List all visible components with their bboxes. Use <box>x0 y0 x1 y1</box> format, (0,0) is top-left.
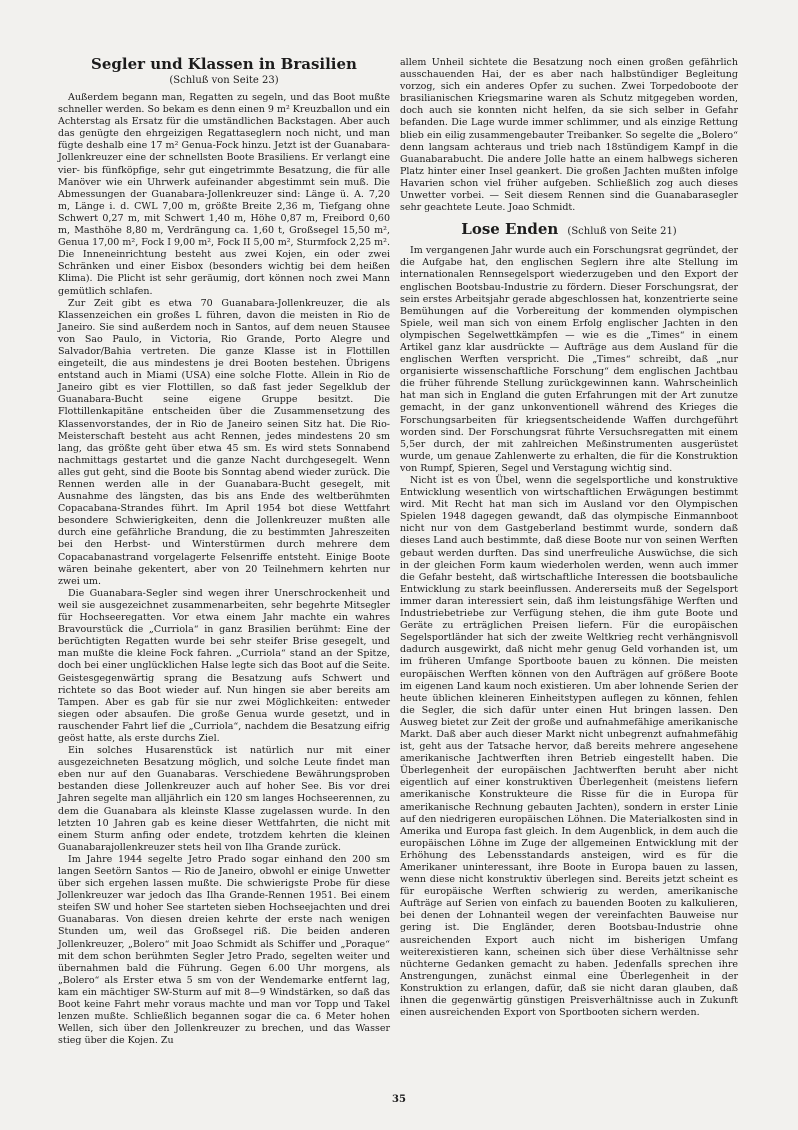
paragraph: Die Guanabara-Segler sind wegen ihrer Unerschrockenheit und weil sie ausgezeichnet zusammenarbeiten, sehr begehrte Mitsegler für Hochseeregatten. Vor etwa einem Jahr machte ein wahres Bravourstück die „Curriola“ in ganz Brasilien berühmt: Eine der berüchtigten Regatten wurde bei sehr steifer Brise gesegelt, und man mußte die kleine Fock fahren. „Curriola“ stand an der Spitze, doch bei einer unglücklichen Halse legte sich das Boot auf die Seite. Geistesgegenwärtig sprang die Besatzung aufs Schwert und richtete so das Boot wieder auf. Nun hingen sie aber bereits am Tampen. Aber es gab für sie nur zwei Möglichkeiten: entweder siegen oder absaufen. Die große Genua wurde gesetzt, und in rauschender Fahrt lief die „Curriola“, nachdem die Besatzung eifrig geöst hatte, als erste durchs Ziel. <box>58 587 390 744</box>
right-column <box>400 57 738 1019</box>
section-title: Lose Enden <box>461 220 559 239</box>
left-column <box>58 55 390 1047</box>
page-number: 35 <box>392 1094 406 1105</box>
paragraph-continued: allem Unheil sichtete die Besatzung noch einen großen gefährlich ausschauenden Hai, der es aber nach halbstündiger Begleitung vorzog, sich ein anderes Opfer zu suchen. Zwei Torpedoboote der brasilianischen Kriegsmarine waren als Schutz mitgegeben worden, doch auch sie konnten nicht helfen, da sie sich selber in Gefahr befanden. Die Lage wurde immer schlimmer, und als einzige Rettung blieb ein eilig zusammengebauter Treibanker. So segelte die „Bolero“ denn langsam achteraus und trieb nach 18stündigem Kampf in die Guanabarabucht. Die andere Jolle hatte an einem halbwegs sicheren Platz hinter einer Insel geankert. Die großen Jachten mußten infolge Havarien schon viel früher aufgeben. Schließlich zog auch dieses Unwetter vorbei. — Seit diesem Rennen sind die Guanabarasegler sehr geachtete Leute. Joao Schmidt. <box>400 57 738 214</box>
article-subtitle: (Schluß von Seite 23) <box>169 75 279 86</box>
paragraph: Im vergangenen Jahr wurde auch ein Forschungsrat gegründet, der die Aufgabe hat, den englischen Seglern ihre alte Stellung im internationalen Rennsegelsport wiederzugeben und den Export der englischen Bootsbau-Industrie zu fördern. Dieser Forschungsrat, der sein erstes Arbeitsjahr gerade abgeschlossen hat, konzentrierte seine Bemühungen auf die Vorbereitung der kommenden olympischen Spiele, weil man sich von einem Erfolg englischer Jachten in den olympischen Segelwettkämpfen — wie es die „Times“ in einem Artikel ganz klar ausdrückte — Aufträge aus dem Ausland für die englischen Werften verspricht. Die „Times“ schreibt, daß „nur organisierte wissenschaftliche Forschung“ dem englischen Jachtbau die früher führende Stellung zurückgewinnen kann. Wahrscheinlich hat man sich in England die guten Erfahrungen mit der Art zunutze gemacht, in der ganz unkonventionell während des Krieges die Forschungsarbeiten für kriegsentscheidende Waffen durchgeführt worden sind. Der Forschungsrat führte Versuchsregatten mit einem 5,5er durch, der mit zahlreichen Meßinstrumenten ausgerüstet wurde, um genaue Zahlenwerte zu erhalten, die für die Konstruktion von Rumpf, Spieren, Segel und Verstagung wichtig sind. <box>400 245 738 474</box>
section-heading <box>400 220 738 241</box>
paragraph: Ein solches Husarenstück ist natürlich nur mit einer ausgezeichneten Besatzung möglich, und solche Leute findet man eben nur auf den Guanabaras. Verschiedene Bewährungsproben bestanden diese Jollenkreuzer auch auf hoher See. Bis vor drei Jahren segelte man alljährlich ein 120 sm langes Hochseerennen, zu dem die Guanabara als kleinste Klasse zugelassen wurde. In den letzten 10 Jahren gab es keine dieser Wettfahrten, die nicht mit einem Sturm anfing oder endete, trotzdem kehrten die kleinen Guanabarajollenkreuzer stets heil von Ilha Grande zurück. <box>58 745 390 853</box>
paragraph: Im Jahre 1944 segelte Jetro Prado sogar einhand den 200 sm langen Seetörn Santos — Rio de Janeiro, obwohl er einige Unwetter über sich ergehen lassen mußte. Die schwierigste Probe für diese Jollenkreuzer war jedoch das Ilha Grande-Rennen 1951. Bei einem steifen SW und hoher See starteten sieben Hochseejachten und drei Guanabaras. Von diesen dreien kehrte der erste nach wenigen Stunden um, weil das Großsegel riß. Die beiden anderen Jollenkreuzer, „Bolero“ mit Joao Schmidt als Schiffer und „Poraque“ mit dem schon berühmten Segler Jetro Prado, segelten weiter und übernahmen bald die Führung. Gegen 6.00 Uhr morgens, als „Bolero“ als Erster etwa 5 sm von der Wendemarke entfernt lag, kam ein mächtiger SW-Sturm auf mit 8—9 Windstärken, so daß das Boot keine Fahrt mehr voraus machte und man vor Topp und Takel lenzen mußte. Schließlich begannen sogar die ca. 6 Meter hohen Wellen, sich über den Jollenkreuzer zu brechen, und das Wasser stieg über die Kojen. Zu <box>58 853 390 1047</box>
article-title: Segler und Klassen in Brasilien <box>91 55 357 73</box>
section-subtitle: (Schluß von Seite 21) <box>567 226 677 238</box>
paragraph: Zur Zeit gibt es etwa 70 Guanabara-Jollenkreuzer, die als Klassenzeichen ein großes L führen, davon die meisten in Rio de Janeiro. Sie sind außerdem noch in Santos, auf dem neuen Stausee von Sao Paulo, in Victoria, Rio Grande, Porto Alegre und Salvador/Bahia vertreten. Die ganze Klasse ist in Flottillen eingeteilt, die aus mindestens je drei Booten bestehen. Übrigens entstand auch in Miami (USA) eine solche Flotte. Allein in Rio de Janeiro gibt es vier Flottillen, so daß fast jeder Segelklub der Guanabara-Bucht seine eigene Gruppe besitzt. Die Flottillenkapitäne entscheiden über die Zusammensetzung des Klassenvorstandes, der in Rio de Janeiro seinen Sitz hat. Die Rio-Meisterschaft besteht aus acht Rennen, jedes mindestens 20 sm lang, das größte geht über etwa 45 sm. Es wird stets Sonnabend nachmittags gestartet und die ganze Nacht durchgesegelt. Wenn alles gut geht, sind die Boote bis Sonntag abend wieder zurück. Die Rennen werden alle in der Guanabara-Bucht gesegelt, mit Ausnahme des längsten, das bis ans Ende des weltberühmten Copacabana-Strandes führt. Im April 1954 bot diese Wettfahrt besondere Schwierigkeiten, denn die Jollenkreuzer mußten alle durch eine gefährliche Brandung, die zu bestimmten Jahreszeiten bei den Herbst- und Winterstürmen durch mehrere dem Copacabanastrand vorgelagerte Felsenriffe entsteht. Einige Boote wären beinahe gekentert, aber von 20 Teilnehmern kehrten nur zwei um. <box>58 297 390 587</box>
paragraph: Nicht ist es von Übel, wenn die segelsportliche und konstruktive Entwicklung wesentlich von wirtschaftlichen Erwägungen bestimmt wird. Mit Recht hat man sich im Ausland vor den Olympischen Spielen 1948 dagegen gewandt, daß das olympische Einmannboot nicht nur von dem Gastgeberland bestimmt wurde, sondern daß dieses Land auch bestimmte, daß diese Boote nur von seinen Werften gebaut werden durften. Das sind unerfreuliche Auswüchse, die sich in der gleichen Form kaum wiederholen werden, wenn auch immer die Gefahr besteht, daß wirtschaftliche Interessen die bootsbauliche Entwicklung zu stark beeinflussen. Andererseits muß der Segelsport immer daran interessiert sein, daß ihm leistungsfähige Werften und Industriebetriebe zur Verfügung stehen, die ihm gute Boote und Geräte zu erträglichen Preisen liefern. Für die europäischen Segelsportländer hat sich der zweite Weltkrieg recht verhängnisvoll dadurch ausgewirkt, daß nicht mehr genug Geld vorhanden ist, um im früheren Umfange Sportboote bauen zu können. Die meisten europäischen Werften können von den Aufträgen auf größere Boote im eigenen Land kaum noch existieren. Um aber lohnende Serien der heute üblichen kleineren Einheitstypen auflegen zu können, fehlen die Segler, die sich dafür unter einen Hut bringen lassen. Den Ausweg bietet zur Zeit der große und aufnahmefähige amerikanische Markt. Daß aber auch dieser Markt nicht unbegrenzt aufnahmefähig ist, geht aus der Tatsache hervor, daß bereits mehrere angesehene amerikanische Jachtwerften ihren Betrieb eingestellt haben. Die Überlegenheit der europäischen Jachtwerften beruht aber nicht eigentlich auf einer konstruktiven Überlegenheit (meistens liefern amerikanische Konstrukteure die Risse für die in Europa für amerikanische Rechnung gebauten Jachten), sondern in erster Linie auf den niedrigeren europäischen Löhnen. Die Materialkosten sind in Amerika und Europa fast gleich. In dem Augenblick, in dem auch die europäischen Löhne im Zuge der allgemeinen Entwicklung mit der Erhöhung des Lebensstandards ansteigen, wird es für die Amerikaner uninteressant, ihre Boote in Europa bauen zu lassen, wenn diese nicht konstruktiv überlegen sind. Bereits jetzt scheint es für europäische Werften schwierig zu werden, amerikanische Aufträge auf Serien von einfach zu bauenden Booten zu kalkulieren, bei denen der Lohnanteil wegen der vereinfachten Bauweise nur gering ist. Die Engländer, deren Bootsbau-Industrie ohne ausreichenden Export auch nicht im bisherigen Umfang weiterexistieren kann, scheinen sich über diese Verhältnisse sehr nüchterne Gedanken gemacht zu haben. Jedenfalls sprechen ihre Anstrengungen, zunächst einmal eine Überlegenheit in der Konstruktion zu erlangen, dafür, daß sie nicht daran glauben, daß ihnen die gegenwärtig günstigen Preisverhältnisse auch in Zukunft einen ausreichenden Export von Sportbooten sichern werden. <box>400 475 738 1019</box>
paragraph: Außerdem begann man, Regatten zu segeln, und das Boot mußte schneller werden. So bekam es denn einen 9 m² Kreuzballon und ein Achterstag als Ersatz für die umständlichen Backstagen. Aber auch das genügte den ehrgeizigen Regattaseglern noch nicht, und man fügte deshalb eine 17 m² Genua-Fock hinzu. Jetzt ist der Guanabara-Jollenkreuzer eine der schnellsten Boote Brasiliens. Er verlangt eine vier- bis fünfköpfige, sehr gut eingetrimmte Besatzung, die für alle Manöver wie ein Uhrwerk aufeinander abgestimmt sein muß. Die Abmessungen der Guanabara-Jollenkreuzer sind: Länge ü. A. 7,20 m, Länge i. d. CWL 7,00 m, größte Breite 2,36 m, Tiefgang ohne Schwert 0,27 m, mit Schwert 1,40 m, Höhe 0,87 m, Freibord 0,60 m, Masthöhe 8,80 m, Verdrängung ca. 1,60 t, Großsegel 15,50 m², Genua 17,00 m², Fock I 9,00 m², Fock II 5,00 m², Sturmfock 2,25 m². Die Inneneinrichtung besteht aus zwei Kojen, ein oder zwei Schränken und einer Eisbox (besonders wichtig bei dem heißen Klima). Die Plicht ist sehr geräumig, dort können noch zwei Mann gemütlich schlafen. <box>58 92 390 297</box>
